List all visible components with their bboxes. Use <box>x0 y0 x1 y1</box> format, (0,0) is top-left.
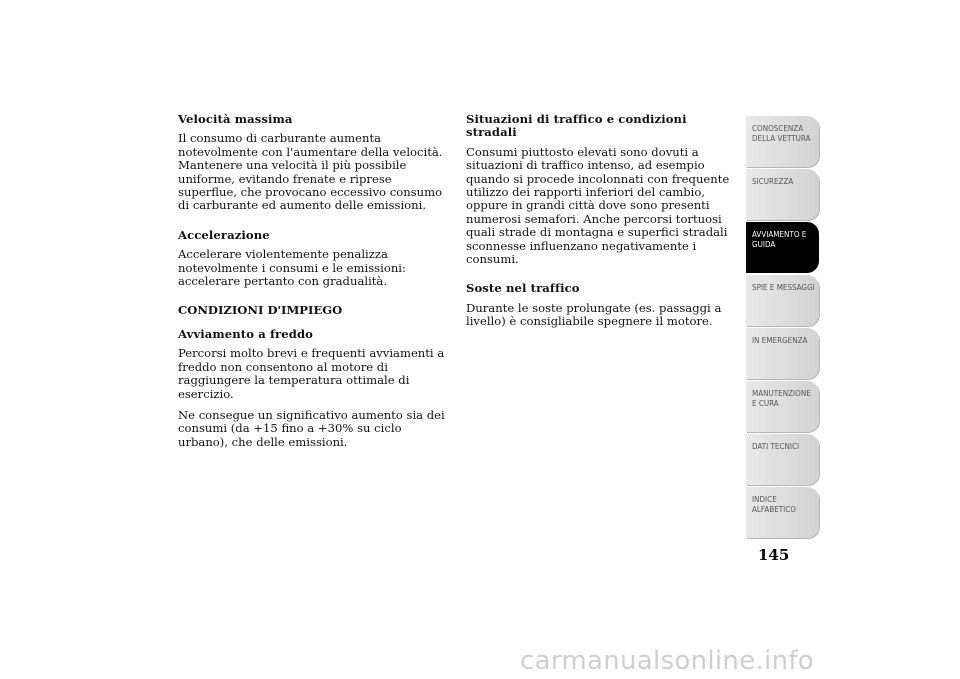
paragraph-accelerazione: Accelerare violentemente penalizza notevolmente i consumi e le emissioni: accelerare pertanto con gradualità. <box>178 247 406 289</box>
paragraph-avviamento-1: Percorsi molto brevi e frequenti avviamenti a freddo non consentono al motore di raggiungere la temperatura ottimale di esercizio. <box>178 346 445 401</box>
tab-indice-alfabetico[interactable]: INDICE ALFABETICO <box>746 487 819 538</box>
page-number: 145 <box>758 546 790 564</box>
paragraph-velocita: Il consumo di carburante aumenta notevolmente con l'aumentare della velocità. Mantenere una velocità il più possibile uniforme, evitando frenate e riprese superflue, che provocano eccessivo consumo di carburante ed aumento delle emissioni. <box>178 131 443 213</box>
paragraph-situazioni: Consumi piuttosto elevati sono dovuti a situazioni di traffico intenso, ad esempio quando si procede incolonnati con frequente utilizzo dei rapporti inferiori del cambio, oppure in grandi città dove sono presenti numerosi semafori. Anche percorsi tortuosi quali strade di montagna e superfici stradali sconnesse influenzano negativamente i consumi. <box>466 144 730 267</box>
tab-spie-e-messaggi[interactable]: SPIE E MESSAGGI <box>746 275 819 326</box>
paragraph-soste: Durante le soste prolungate (es. passaggi a livello) è consigliabile spegnere il motore. <box>466 300 722 329</box>
tab-conoscenza-della-vettura[interactable]: CONOSCENZA DELLA VETTURA <box>746 116 819 167</box>
section-heading-condizioni: CONDIZIONI D'IMPIEGO <box>178 303 343 318</box>
section-heading-avviamento: Avviamento a freddo <box>178 326 313 341</box>
tab-sicurezza[interactable]: SICUREZZA <box>746 169 819 220</box>
paragraph-avviamento-2: Ne consegue un significativo aumento sia dei consumi (da +15 fino a +30% su ciclo urbano), che delle emissioni. <box>178 407 445 449</box>
watermark-text: carmanualsonline.info <box>520 646 815 676</box>
right-column <box>466 113 738 337</box>
section-heading-velocita: Velocità massima <box>178 112 293 126</box>
section-heading-situazioni: Situazioni di traffico e condizioni stradali <box>466 112 687 140</box>
section-heading-accelerazione: Accelerazione <box>178 227 270 242</box>
section-heading-soste: Soste nel traffico <box>466 281 580 296</box>
tab-avviamento-e-guida[interactable]: AVVIAMENTO E GUIDA <box>746 222 819 273</box>
tab-manutenzione-e-cura[interactable]: MANUTENZIONE E CURA <box>746 381 819 432</box>
left-column <box>178 113 450 457</box>
chapter-tabs <box>746 116 819 540</box>
tab-in-emergenza[interactable]: IN EMERGENZA <box>746 328 819 379</box>
tab-dati-tecnici[interactable]: DATI TECNICI <box>746 434 819 485</box>
